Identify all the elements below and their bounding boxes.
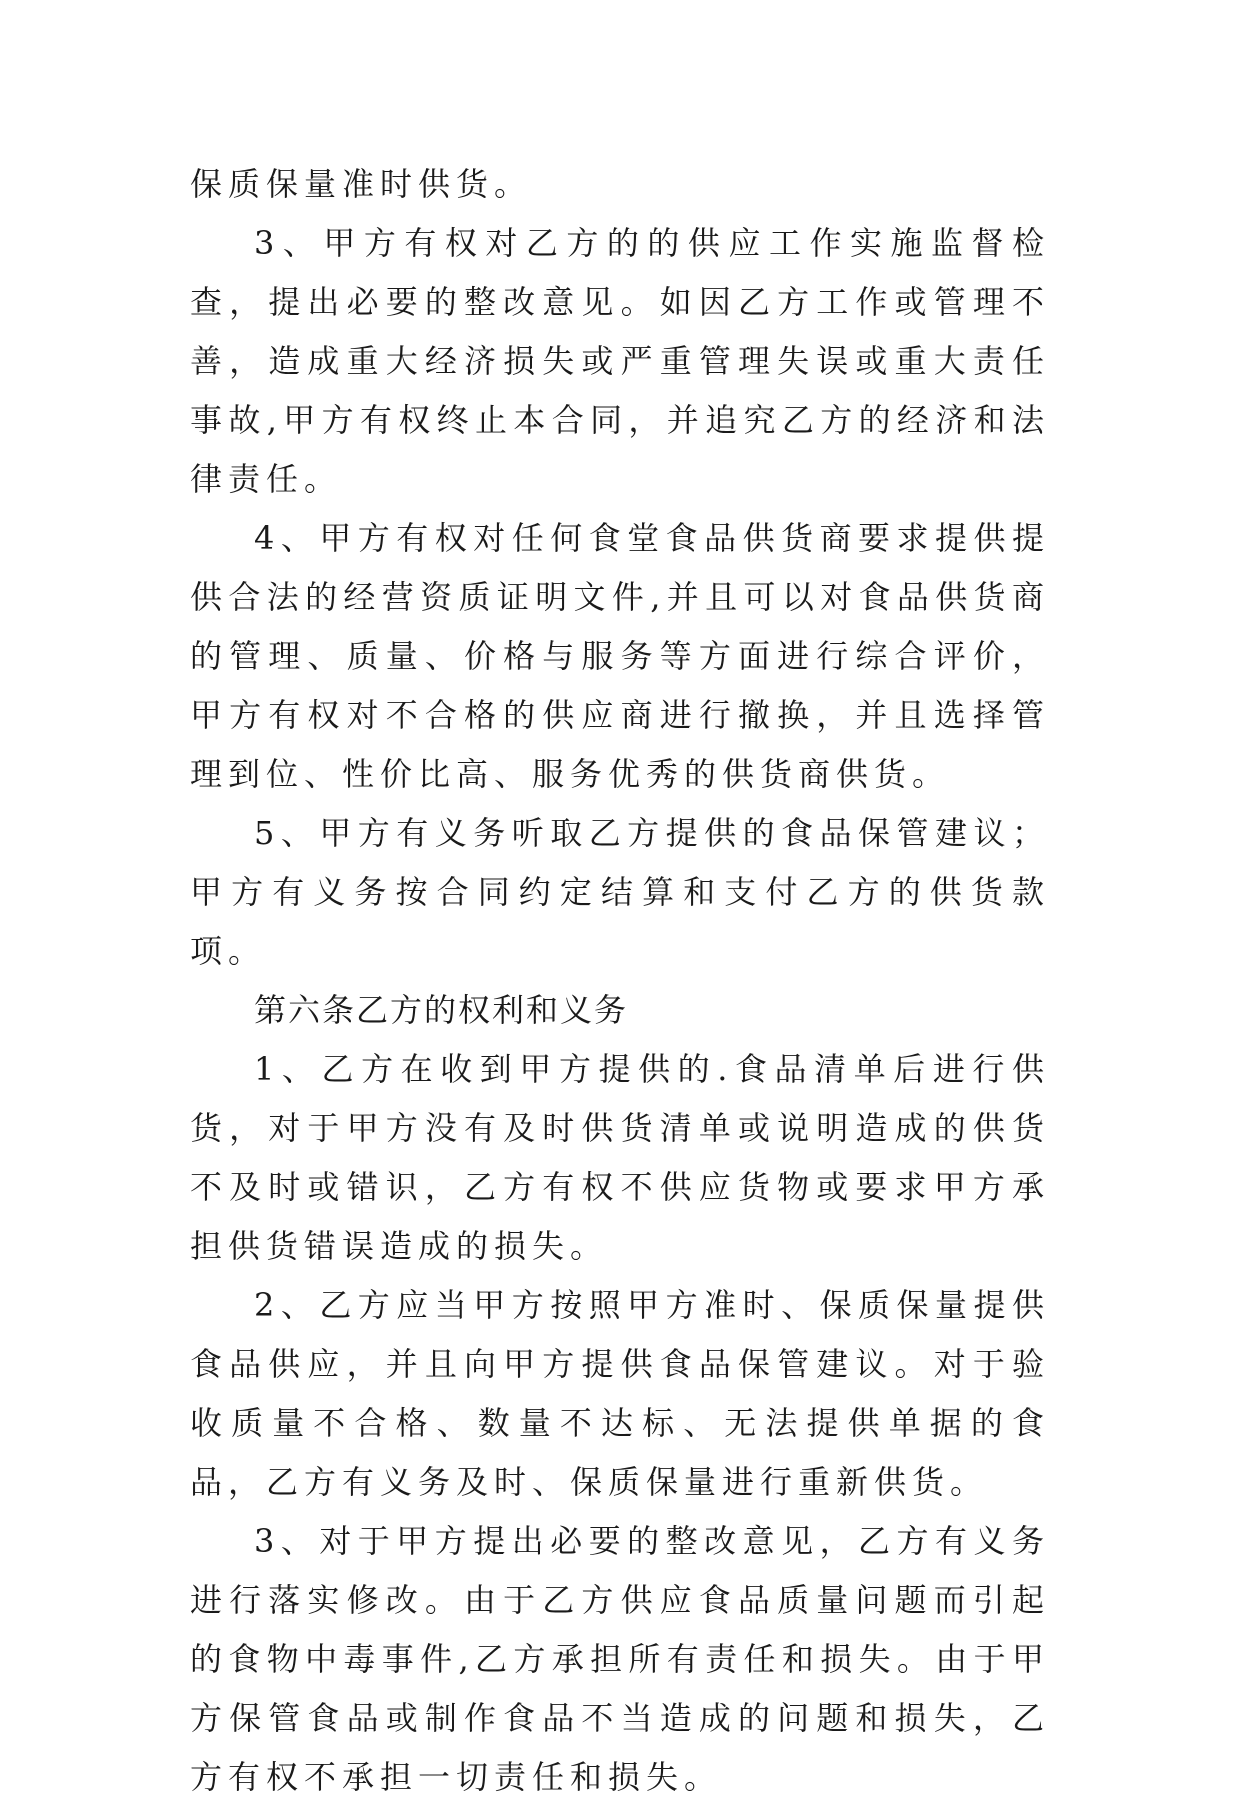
paragraph-clause-2-party-b: 2、乙方应当甲方按照甲方准时、保质保量提供食品供应，并且向甲方提供食品保管建议。对于验收质量不合格、数量不达标、无法提供单据的食品，乙方有义务及时、保质保量进行重新供货。 <box>190 1286 1050 1501</box>
paragraph-clause-3-party-a: 3、甲方有权对乙方的的供应工作实施监督检查，提出必要的整改意见。如因乙方工作或管理不善，造成重大经济损失或严重管理失误或重大责任事故,甲方有权终止本合同，并追究乙方的经济和法律责任。 <box>190 224 1050 498</box>
paragraph-continuation: 保质保量准时供货。 <box>190 165 533 203</box>
paragraph-clause-5-party-a: 5、甲方有义务听取乙方提供的食品保管建议；甲方有义务按合同约定结算和支付乙方的供货款项。 <box>190 814 1050 970</box>
paragraph-clause-4-party-a: 4、甲方有权对任何食堂食品供货商要求提供提供合法的经营资质证明文件,并且可以对食品供货商的管理、质量、价格与服务等方面进行综合评价，甲方有权对不合格的供应商进行撤换，并且选择管理到位、性价比高、服务优秀的供货商供货。 <box>190 519 1050 793</box>
paragraph-clause-3-party-b: 3、对于甲方提出必要的整改意见，乙方有义务进行落实修改。由于乙方供应食品质量问题而引起的食物中毒事件,乙方承担所有责任和损失。由于甲方保管食品或制作食品不当造成的问题和损失，乙方有权不承担一切责任和损失。 <box>190 1522 1050 1796</box>
section-heading-article-6: 第六条乙方的权利和义务 <box>254 991 629 1029</box>
document-body <box>190 155 1050 1807</box>
paragraph-clause-1-party-b: 1、乙方在收到甲方提供的.食品清单后进行供货，对于甲方没有及时供货清单或说明造成的供货不及时或错识，乙方有权不供应货物或要求甲方承担供货错误造成的损失。 <box>190 1050 1050 1265</box>
